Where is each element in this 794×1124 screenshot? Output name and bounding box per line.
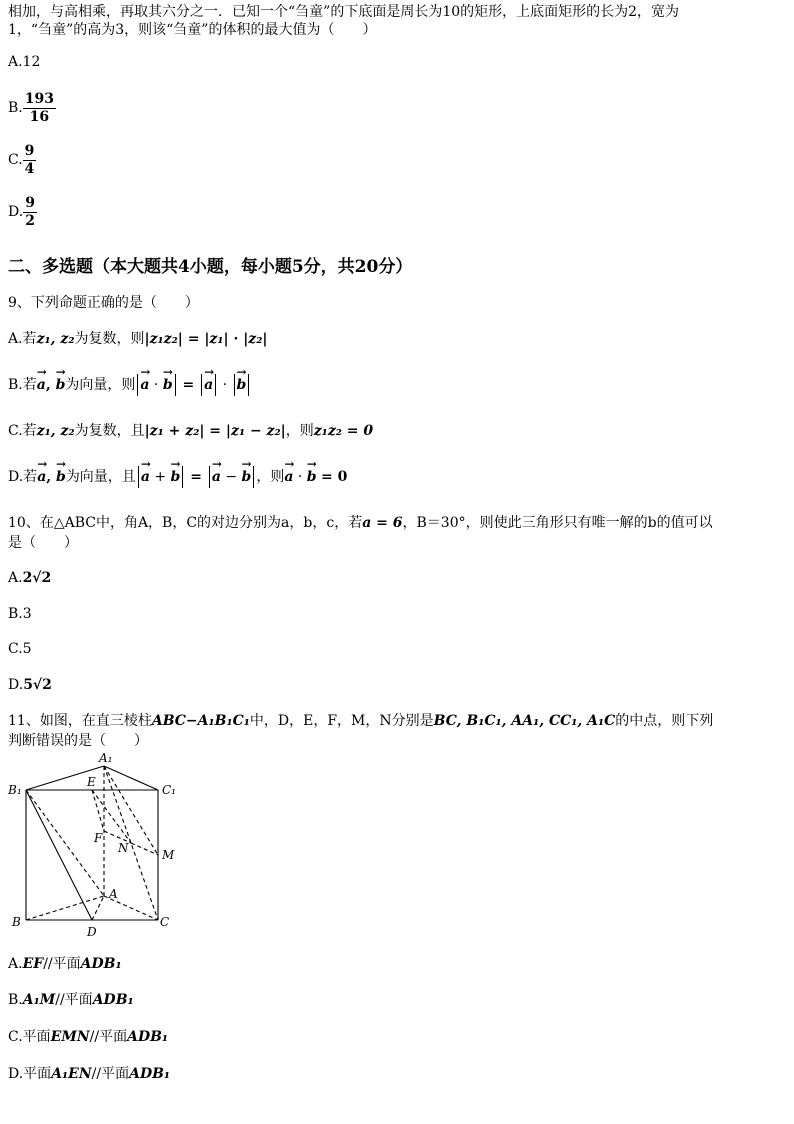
fraction: $\frac{193}{16}$ — [24, 90, 54, 125]
label-m: M — [162, 848, 175, 862]
q8-option-b: B. $\frac{193}{16}$ — [8, 90, 54, 125]
label-b: B — [12, 915, 21, 929]
prism-figure — [0, 748, 190, 940]
q9-stem: 9、下列命题正确的是（ ） — [8, 295, 199, 311]
q11-option-b: B.A₁M//平面ADB₁ — [8, 992, 134, 1008]
q8-line2: 1，“刍童”的高为3，则该“刍童”的体积的最大值为（ ） — [8, 22, 377, 38]
label-a1: A₁ — [99, 751, 113, 765]
q10-line2: 是（ ） — [8, 535, 78, 551]
label-d: D — [87, 925, 97, 939]
q11-option-a: A.EF//平面ADB₁ — [8, 956, 122, 972]
label-a: A — [109, 887, 118, 901]
q9-option-b: B.若→ a, → b为向量，则→ a · → b = → a · → b — [8, 372, 251, 398]
fraction: $\frac{9}{4}$ — [24, 142, 35, 177]
q9-option-c: C.若z₁, z₂为复数，且|z₁ + z₂| = |z₁ − z₂|，则z₁z₂ = 0 — [8, 423, 374, 439]
q10-option-d: D.5√2 — [8, 677, 52, 693]
q10-line1: 10、在△ABC中，角A，B，C的对边分别为a，b，c，若a = 6，B＝30°，则使此三角形只有唯一解的b的值可以 — [8, 515, 713, 531]
q10-option-a: A.2√2 — [8, 570, 52, 586]
q9-option-d: D.若→ a, → b为向量，且→ a + → b = → a − → b ，则→ a · → b = 0 — [8, 464, 347, 490]
label-c1: C₁ — [162, 783, 176, 797]
label-b1: B₁ — [8, 783, 22, 797]
q11-option-d: D.平面A₁EN//平面ADB₁ — [8, 1066, 171, 1082]
q11-line2: 判断错误的是（ ） — [8, 733, 148, 749]
q8-option-d: D. $\frac{9}{2}$ — [8, 194, 35, 229]
q8-option-c: C. $\frac{9}{4}$ — [8, 142, 35, 177]
q11-line1: 11、如图，在直三棱柱ABC−A₁B₁C₁中，D，E，F，M，N分别是BC, B₁C₁, AA₁, CC₁, A₁C的中点，则下列 — [8, 713, 714, 729]
fraction: $\frac{9}{2}$ — [25, 194, 35, 229]
q10-option-c: C.5 — [8, 641, 32, 657]
q9-option-a: A.若z₁, z₂为复数，则|z₁z₂| = |z₁| · |z₂| — [8, 331, 268, 347]
q11-option-c: C.平面EMN//平面ADB₁ — [8, 1029, 169, 1045]
q8-line1: 相加，与高相乘，再取其六分之一．已知一个“刍童”的下底面是周长为10的矩形，上底面矩形的长为2，宽为 — [8, 4, 680, 20]
q8-option-a: A.12 — [8, 54, 41, 70]
label-n: N — [118, 841, 129, 855]
label-f: F — [94, 831, 103, 845]
section-title: 二、多选题（本大题共4小题，每小题5分，共20分） — [8, 257, 413, 277]
q10-option-b: B.3 — [8, 606, 32, 622]
label-c: C — [160, 915, 170, 929]
label-e: E — [87, 775, 96, 789]
